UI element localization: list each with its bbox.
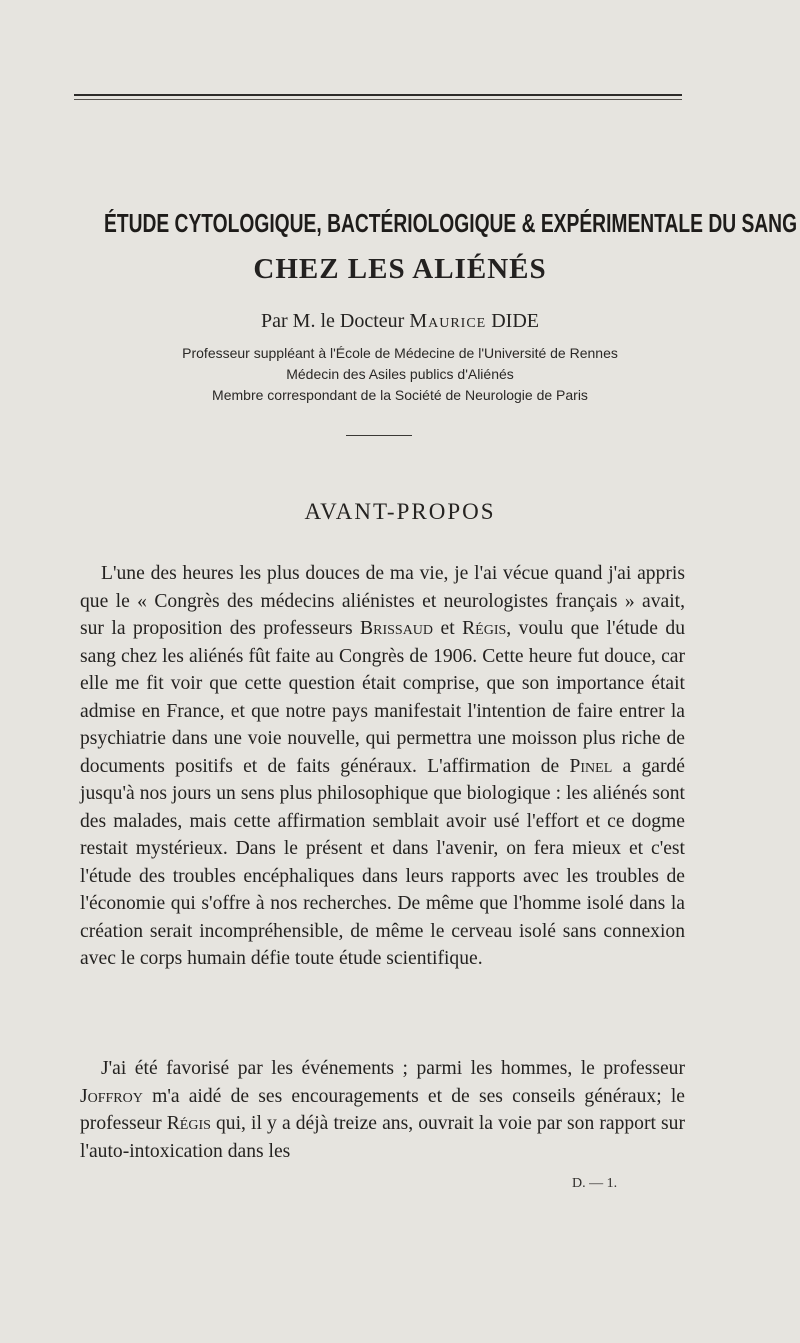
person-name: Régis: [166, 1113, 211, 1134]
paragraph-text: , voulu que l'étude du sang chez les aliénés fût faite au Congrès de 1906. Cette heure fut douce, car elle me fit voir que cette question était comprise, que son importance était admise en France, et que notre pays manifestait l'intention de faire entrer la psychiatrie dans une voie nouvelle, qui permettra une moisson plus riche de documents positifs et de faits généraux. L'affirmation de: [80, 618, 685, 777]
section-heading: AVANT-PROPOS: [304, 499, 496, 524]
author-affiliation: Médecin des Asiles publics d'Aliénés: [286, 366, 514, 382]
document-title: ÉTUDE CYTOLOGIQUE, BACTÉRIOLOGIQUE & EXPÉRIMENTALE DU SANG: [104, 208, 798, 238]
section-divider: [346, 435, 412, 436]
paragraph-text: a gardé jusqu'à nos jours un sens plus philosophique que biologique : les aliénés sont des malades, mais cette affirmation semblait avoir usé l'effort et ce dogme restait mystérieux. Dans le présent et dans l'avenir, on fera mieux et c'est l'étude des troubles encéphaliques dans leurs rapports avec les troubles de l'économie qui s'offre à nos recherches. De même que l'homme isolé dans la création serait incompréhensible, de même le cerveau isolé sans connexion avec le corps humain défie toute étude scientifique.: [80, 755, 685, 969]
author-prefix: Par M. le Docteur: [261, 310, 405, 332]
person-name: Pinel: [569, 755, 613, 777]
signature-mark: D. — 1.: [572, 1176, 618, 1191]
author-first-name: Maurice: [409, 310, 487, 332]
header-rule-thin: [74, 99, 682, 100]
author-affiliation: Membre correspondant de la Société de Neurologie de Paris: [212, 387, 588, 403]
paragraph-text: J'ai été favorisé par les événements ; parmi les hommes, le professeur: [101, 1058, 685, 1079]
person-name: Brissaud: [360, 618, 434, 639]
author-last-name: DIDE: [491, 310, 539, 332]
person-name: Joffroy: [80, 1085, 143, 1107]
header-rule-thick: [74, 94, 682, 96]
body-paragraph: [80, 1055, 685, 1165]
paragraph-text: et: [433, 618, 463, 639]
author-affiliation: Professeur suppléant à l'École de Médecine de l'Université de Rennes: [182, 345, 618, 361]
paragraph-text: L'une des heures les plus douces de ma vie, je l'ai vécue quand j'ai appris que le « Congrès des médecins aliénistes et neurologistes français » avait, sur la proposition des professeurs: [80, 563, 685, 639]
author-byline: [0, 310, 800, 333]
paragraph-text: qui, il y a déjà treize ans, ouvrait la voie par son rapport sur l'auto-intoxication dans les: [80, 1113, 685, 1162]
person-name: Régis: [462, 618, 507, 639]
document-subtitle: CHEZ LES ALIÉNÉS: [253, 253, 547, 285]
body-paragraph: [80, 560, 685, 973]
paragraph-text: m'a aidé de ses encouragements et de ses conseils généraux; le professeur: [80, 1085, 685, 1134]
